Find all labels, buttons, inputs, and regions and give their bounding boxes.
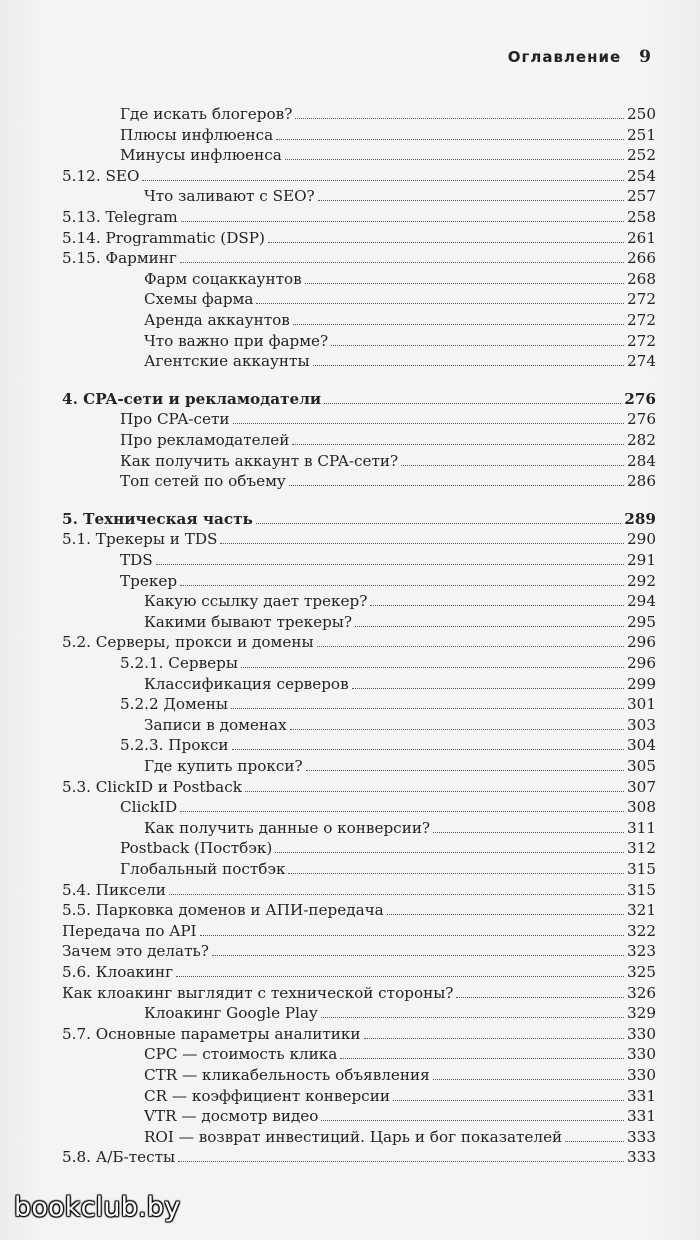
toc-entry-label: ROI — возврат инвестиций. Царь и бог показателей (144, 1127, 563, 1146)
dot-leader (352, 688, 624, 689)
toc-entry-label: 5.6. Клоакинг (62, 963, 174, 981)
toc-entry-page: 325 (627, 963, 656, 981)
toc-entry-label: Глобальный постбэк (120, 860, 286, 878)
dot-leader (268, 242, 624, 243)
toc-entry (62, 289, 656, 310)
toc-entry (62, 125, 656, 146)
toc-entry-label: Передача по API (62, 921, 197, 940)
dot-leader (176, 976, 624, 977)
toc-entry-page: 322 (627, 921, 656, 940)
toc-entry-page: 331 (627, 1107, 656, 1126)
toc-entry-page: 312 (627, 839, 656, 858)
dot-leader (245, 791, 624, 792)
toc-entry-page: 307 (627, 777, 656, 796)
toc-entry (62, 471, 656, 492)
toc-entry-label: CTR — кликабельность объявления (144, 1066, 430, 1084)
dot-leader (321, 1120, 624, 1121)
dot-leader (181, 221, 624, 222)
toc-entry (62, 591, 656, 612)
watermark-logo: bookclub.by (14, 1192, 181, 1223)
toc-entry (62, 145, 656, 166)
toc-entry-page: 261 (627, 228, 656, 247)
toc-entry (62, 735, 656, 756)
toc-entry-page: 286 (627, 472, 656, 491)
toc-entry-page: 330 (627, 1024, 656, 1043)
toc-entry-label: Как получить аккаунт в CPA-сети? (120, 451, 399, 470)
toc-entry (62, 1024, 656, 1045)
dot-leader (565, 1141, 624, 1142)
toc-entry-label: 5.2.2 Домены (120, 695, 228, 714)
toc-entry (62, 1127, 656, 1148)
dot-leader (232, 749, 624, 750)
toc-entry-page: 330 (627, 1045, 656, 1064)
toc-entry-label: Плюсы инфлюенса (120, 125, 274, 144)
toc-entry-page: 333 (627, 1148, 656, 1167)
toc-entry-page: 272 (627, 331, 656, 350)
toc-entry-label: Зачем это делать? (62, 942, 209, 961)
dot-leader (321, 1017, 624, 1018)
toc-entry (62, 571, 656, 592)
toc-entry (62, 509, 656, 530)
toc-entry (62, 529, 656, 550)
toc-entry (62, 962, 656, 983)
toc-entry (62, 1086, 656, 1107)
toc-entry-page: 254 (627, 166, 656, 185)
toc-entry (62, 166, 656, 187)
toc-entry (62, 104, 656, 125)
dot-leader (178, 1161, 624, 1162)
dot-leader (340, 1058, 624, 1059)
toc-entry-label: 5.12. SEO (62, 166, 140, 185)
toc-entry (62, 310, 656, 331)
dot-leader (288, 873, 624, 874)
toc-entry (62, 941, 656, 962)
toc-entry (62, 1106, 656, 1127)
toc-entry (62, 186, 656, 207)
toc-entry (62, 1065, 656, 1086)
toc-entry-page: 333 (627, 1127, 656, 1146)
toc-entry-label: 5.14. Programmatic (DSP) (62, 228, 265, 247)
toc-entry-page: 323 (627, 942, 656, 961)
toc-entry-label: Про CPA-сети (120, 410, 230, 429)
toc-entry-label: Трекер (120, 571, 178, 590)
toc-entry-label: 5.7. Основные параметры аналитики (62, 1024, 361, 1043)
dot-leader (142, 180, 624, 181)
dot-leader (318, 200, 624, 201)
toc-entry-label: Аренда аккаунтов (144, 311, 290, 329)
toc-entry-page: 250 (627, 105, 656, 123)
toc-entry (62, 207, 656, 228)
dot-leader (212, 955, 624, 956)
toc-entry-label: Что заливают с SEO? (144, 187, 315, 206)
toc-entry-page: 276 (627, 410, 656, 429)
toc-entry-page: 294 (627, 592, 656, 611)
dot-leader (292, 444, 624, 445)
dot-leader (324, 403, 621, 404)
toc-entry-page: 276 (624, 389, 656, 408)
toc-entry-page: 326 (627, 983, 656, 1002)
toc-entry-label: Postback (Постбэк) (120, 839, 273, 858)
toc-entry-page: 272 (627, 311, 656, 329)
toc-entry (62, 351, 656, 372)
toc-entry-label: 4. CPA-сети и рекламодатели (62, 389, 322, 408)
dot-leader (313, 365, 624, 366)
toc-entry (62, 612, 656, 633)
toc-entry-page: 257 (627, 187, 656, 206)
toc-entry-page: 304 (627, 736, 656, 755)
dot-leader (289, 485, 624, 486)
toc-entry-label: 5.13. Telegram (62, 208, 178, 226)
toc-entry-label: 5.3. ClickID и Postback (62, 777, 242, 796)
toc-entry (62, 694, 656, 715)
toc-entry-page: 305 (627, 757, 656, 775)
dot-leader (233, 423, 624, 424)
dot-leader (231, 708, 624, 709)
toc-entry-label: CR — коэффициент конверсии (144, 1086, 390, 1105)
dot-leader (275, 852, 624, 853)
toc-entry-page: 329 (627, 1004, 656, 1023)
dot-leader (169, 894, 624, 895)
toc-entry-label: ClickID (120, 798, 178, 817)
page-number: 9 (639, 47, 652, 67)
dot-leader (306, 770, 624, 771)
toc-entry (62, 921, 656, 942)
toc-entry-page: 299 (627, 674, 656, 693)
toc-entry-label: 5.8. А/Б-тесты (62, 1148, 176, 1167)
dot-leader (256, 303, 624, 304)
running-head-title: Оглавление (507, 48, 622, 66)
toc-entry-page: 308 (627, 798, 656, 817)
toc-entry-page: 296 (627, 654, 656, 672)
toc-entry-page: 252 (627, 146, 656, 165)
dot-leader (393, 1100, 624, 1101)
toc-entry-label: 5.2.3. Прокси (120, 736, 229, 755)
toc-entry (62, 451, 656, 472)
toc-entry-page: 292 (627, 571, 656, 590)
toc-entry-label: Топ сетей по объему (120, 472, 286, 491)
toc-entry (62, 983, 656, 1004)
toc-entry (62, 1147, 656, 1168)
toc-entry (62, 389, 656, 410)
toc-entry-page: 274 (627, 352, 656, 371)
dot-leader (156, 564, 624, 565)
dot-leader (317, 646, 624, 647)
toc-entry-label: TDS (120, 551, 153, 569)
toc-entry-page: 291 (627, 551, 656, 569)
toc-entry-label: Минусы инфлюенса (120, 146, 282, 165)
toc-entry (62, 880, 656, 901)
toc-entry-label: Как получить данные о конверсии? (144, 818, 431, 837)
toc-entry-label: VTR — досмотр видео (144, 1107, 319, 1126)
dot-leader (293, 324, 624, 325)
toc-entry (62, 653, 656, 674)
toc-entry (62, 632, 656, 653)
dot-leader (433, 832, 624, 833)
toc-entry-page: 284 (627, 451, 656, 470)
dot-leader (387, 914, 624, 915)
toc-entry (62, 430, 656, 451)
toc-entry (62, 331, 656, 352)
dot-leader (370, 605, 624, 606)
toc-entry (62, 756, 656, 777)
dot-leader (180, 262, 624, 263)
toc-entry-label: 5.4. Пиксели (62, 880, 166, 899)
toc-entry-label: Про рекламодателей (120, 431, 290, 449)
dot-leader (200, 935, 624, 936)
dot-leader (241, 667, 624, 668)
dot-leader (220, 543, 624, 544)
toc-entry (62, 1003, 656, 1024)
toc-entry-label: 5.15. Фарминг (62, 249, 177, 268)
dot-leader (331, 345, 624, 346)
toc-entry (62, 228, 656, 249)
toc-entry (62, 550, 656, 571)
toc-entry (62, 859, 656, 880)
dot-leader (433, 1079, 624, 1080)
toc-entry-page: 330 (627, 1066, 656, 1084)
toc-entry-page: 251 (627, 125, 656, 144)
toc-entry (62, 715, 656, 736)
toc-entry-label: Схемы фарма (144, 290, 254, 309)
dot-leader (256, 523, 621, 524)
dot-leader (401, 465, 624, 466)
toc-entry-label: Как клоакинг выглядит с технической стороны? (62, 983, 454, 1002)
toc-entry (62, 818, 656, 839)
toc-entry (62, 248, 656, 269)
toc-entry-page: 331 (627, 1086, 656, 1105)
toc-entry-label: Агентские аккаунты (144, 352, 310, 371)
toc-entry-page: 268 (627, 269, 656, 288)
toc-entry-page: 301 (627, 695, 656, 714)
toc-entry-page: 289 (624, 509, 656, 528)
toc-entry (62, 1044, 656, 1065)
toc-entry-page: 295 (627, 612, 656, 631)
toc-entry-label: Какую ссылку дает трекер? (144, 592, 368, 611)
toc-entry-page: 258 (627, 208, 656, 226)
toc-entry-label: Фарм соцаккаунтов (144, 269, 302, 288)
toc-entry (62, 777, 656, 798)
dot-leader (180, 585, 624, 586)
toc-entry (62, 838, 656, 859)
dot-leader (295, 118, 624, 119)
dot-leader (305, 283, 624, 284)
dot-leader (276, 139, 624, 140)
toc-entry (62, 269, 656, 290)
toc-entry-label: Какими бывают трекеры? (144, 612, 353, 631)
toc-entry-label: Записи в доменах (144, 715, 287, 734)
toc-entry-label: Классификация серверов (144, 674, 349, 693)
toc-entry-page: 315 (627, 880, 656, 899)
toc-entry (62, 409, 656, 430)
toc-entry-label: 5.2. Серверы, прокси и домены (62, 633, 314, 652)
toc-entry-page: 315 (627, 860, 656, 878)
toc-entry-label: 5.5. Парковка доменов и АПИ-передача (62, 901, 384, 920)
toc-entry (62, 674, 656, 695)
toc-entry-label: Где искать блогеров? (120, 105, 293, 123)
dot-leader (180, 811, 624, 812)
dot-leader (456, 997, 624, 998)
toc-entry-page: 296 (627, 633, 656, 652)
toc-entry-page: 290 (627, 530, 656, 549)
toc-entry-label: 5.1. Трекеры и TDS (62, 530, 218, 549)
toc-entry-label: Что важно при фарме? (144, 331, 329, 350)
toc-entry-page: 303 (627, 715, 656, 734)
dot-leader (290, 729, 624, 730)
dot-leader (285, 159, 624, 160)
toc-entry-label: CPC — стоимость клика (144, 1045, 338, 1064)
toc-entry-label: Клоакинг Google Play (144, 1004, 318, 1023)
running-head (508, 47, 652, 67)
dot-leader (364, 1038, 624, 1039)
toc-entry-page: 272 (627, 290, 656, 309)
toc-entry-label: 5. Техническая часть (62, 509, 253, 528)
dot-leader (355, 626, 624, 627)
toc-entry-page: 321 (627, 901, 656, 920)
toc-entry-page: 311 (627, 818, 656, 837)
toc-entry (62, 797, 656, 818)
toc-entry-page: 266 (627, 249, 656, 268)
toc-entry-label: 5.2.1. Серверы (120, 654, 238, 672)
toc-entry-page: 282 (627, 431, 656, 449)
toc-entry-label: Где купить прокси? (144, 757, 303, 775)
toc-entry (62, 900, 656, 921)
